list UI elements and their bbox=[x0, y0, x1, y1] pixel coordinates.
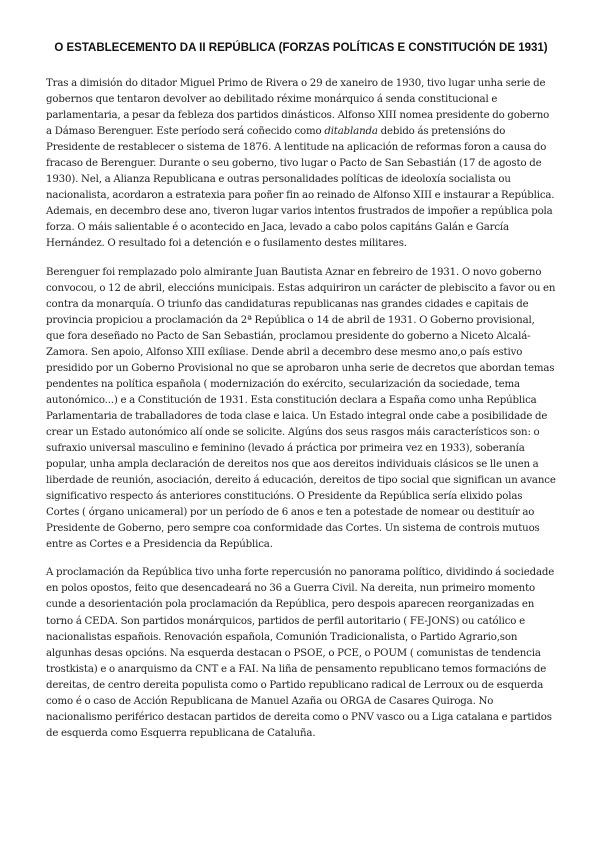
paragraph-political-forces: A proclamación da República tivo unha forte repercusión no panorama político, dividindo á sociedade en polos opostos, feito que desencadeará no 36 a Guerra Civil. Na dereita, nun primeiro momento cunde a desorientación pola proclamación da República, pero despois aparecen reorganizadas en torno á CEDA. Son partidos monárquicos, partidos de perfil autoritario ( FE-JONS) ou católico e nacionalistas españois. Renovación española, Comunión Tradicionalista, o Partido Agrario,son algunhas desas opcións. Na esquerda destacan o PSOE, o PCE, o POUM ( comunistas de tendencia trostkista) e o anarquismo da CNT e a FAI. Na liña de pensamento republicano temos formacións de dereitas, de centro dereita populista como o Partido republicano radical de Lerroux ou de esquerda como é o caso de Acción Republicana de Manuel Azaña ou ORGA de Casares Quiroga. No nacionalismo periférico destacan partidos de dereita como o PNV vasco ou a Liga catalana e partidos de esquerda como Esquerra republicana de Cataluña. bbox=[46, 567, 555, 739]
document-title: O ESTABLECEMENTO DA II REPÚBLICA (FORZAS POLÍTICAS E CONSTITUCIÓN DE 1931) bbox=[54, 42, 548, 54]
paragraph-1-text-end: debido ás pretensións do Presidente de restablecer o sistema de 1876. A lentitude na aplicación de reformas foron a causa do fracaso de Berenguer. Durante o seu goberno, tivo lugar o Pacto de San Sebastián (17 de agosto de 1930). Nel, a Alianza Republicana e outras personalidades políticas de ideoloxía socialista ou nacionalista, acordaron a estratexia para poñer fin ao reinado de Alfonso XIII e instaurar a República. Ademais, en decembro dese ano, tiveron lugar varios intentos frustrados de impoñer a república pola forza. O máis salientable é o acontecido en Jaca, levado a cabo polos capitáns Galán e García Hernández. O resultado foi a detención e o fusilamento destes militares. bbox=[46, 126, 555, 250]
document-page bbox=[46, 40, 556, 754]
ditablanda-term: ditablanda bbox=[324, 126, 378, 138]
paragraph-1-text-start: Tras a dimisión do ditador Miguel Primo de Rivera o 29 de xaneiro de 1930, tivo lugar unha serie de gobernos que tentaron devolver ao debilitado réxime monárquico á senda constitucional e parlamentaria, a pesar da febleza dos partidos dinásticos. Alfonso XIII nomea presidente do goberno a Dámaso Berenguer. Este período será coñecido como bbox=[46, 78, 550, 138]
paragraph-dictatorship-end bbox=[46, 76, 556, 253]
paragraph-republic-proclamation: Berenguer foi remplazado polo almirante Juan Bautista Aznar en febreiro de 1931. O novo goberno convocou, o 12 de abril, eleccións municipais. Estas adquiriron un carácter de plebiscito a favor ou en contra da monarquía. O triunfo das candidaturas republicanas nas grandes cidades e capitais de provincia propiciou a proclamación da 2ª República o 14 de abril de 1931. O Goberno provisional, que fora deseñado no Pacto de San Sebastián, proclamou presidente do goberno a Niceto Alcalá-Zamora. Sen apoio, Alfonso XIII exíliase. Dende abril a decembro dese mesmo ano,o país estivo presidido por un Goberno Provisional no que se aprobaron unha serie de decretos que abordan temas pendentes na política española ( modernización do exército, secularización da sociedade, tema autonómico...) e a Constitución de 1931. Esta constitución declara a España como unha República Parlamentaria de traballadores de toda clase e laica. Un Estado integral onde cabe a posibilidade de crear un Estado autonómico alí onde se solicite. Algúns dos seus rasgos máis característicos son: o sufraxio universal masculino e feminino (levado á práctica por primeira vez en 1933), soberanía popular, unha ampla declaración de dereitos nos que aos dereitos individuais clásicos se lle unen a liberdade de reunión, asociación, dereito á educación, dereitos de tipo social que significan un avance significativo respecto ás anteriores constitucións. O Presidente da República sería elixido polas Cortes ( órgano unicameral) por un período de 6 anos e ten a potestade de nomear ou destituír ao Presidente de Goberno, pero sempre coa conformidade das Cortes. Un sistema de controis mutuos entre as Cortes e a Presidencia da República. bbox=[46, 266, 556, 551]
